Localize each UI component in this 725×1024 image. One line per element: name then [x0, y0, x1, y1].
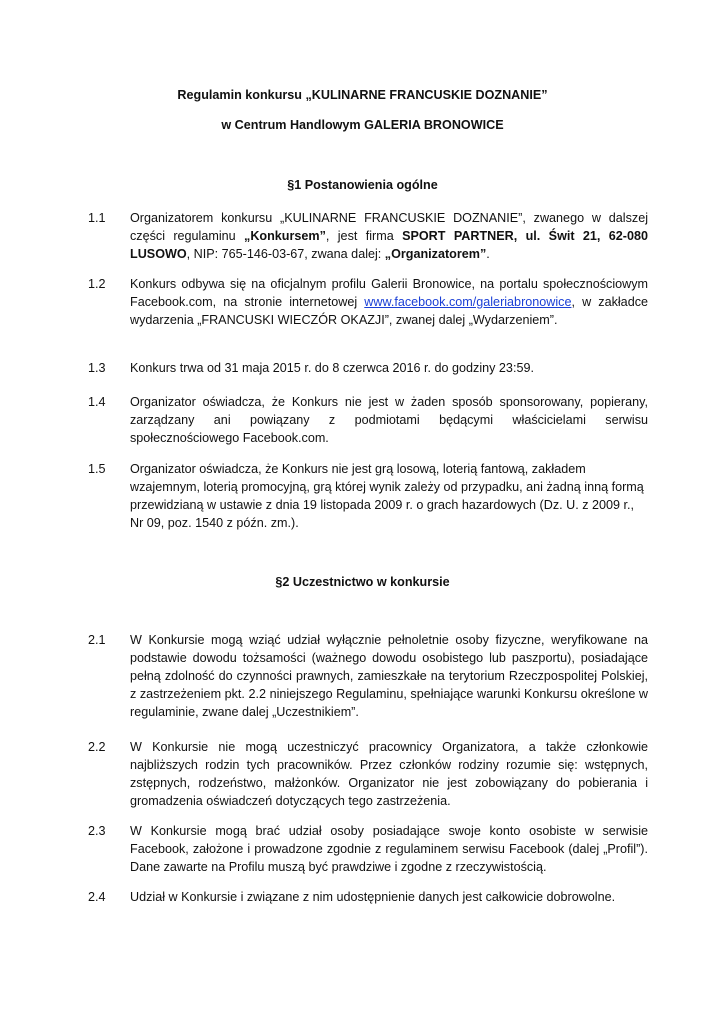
paragraph-text: Konkurs odbywa się na oficjalnym profilu Galerii Bronowice, na portalu społecznościowym Facebook.com, na stronie internetowej www.facebook.com/galeriabronowice, w zakładce wydarzenia „FRANCUSKI WIECZÓR OKAZJI”, zwanej dalej „Wydarzeniem”.	[130, 277, 648, 327]
document-title: Regulamin konkursu „KULINARNE FRANCUSKIE DOZNANIE”	[177, 88, 548, 102]
paragraph-number: 1.1	[88, 211, 106, 225]
paragraph-number: 1.2	[88, 277, 106, 291]
document-subtitle: w Centrum Handlowym GALERIA BRONOWICE	[221, 118, 504, 132]
paragraph-number: 2.3	[88, 824, 106, 838]
paragraph-number: 2.1	[88, 633, 106, 647]
paragraph-number: 2.4	[88, 890, 106, 904]
paragraph-text: Organizator oświadcza, że Konkurs nie jest grą losową, loterią fantową, zakładem wzajemnym, loterią promocyjną, grą której wynik zależy od przypadku, ani żadną inną formą przewidzianą w ustawie z dnia 19 listopada 2009 r. o grach hazardowych (Dz. U. z 2009 r., Nr 09, poz. 1540 z późn. zm.).	[130, 462, 644, 530]
paragraph-text: W Konkursie nie mogą uczestniczyć pracownicy Organizatora, a także członkowie najbliższych rodzin tych pracowników. Przez członków rodziny rozumie się: wstępnych, zstępnych, rodzeństwo, małżonków. Organizator nie jest zobowiązany do pobierania i gromadzenia oświadczeń dotyczących tego zastrzeżenia.	[130, 740, 648, 808]
paragraph-text: W Konkursie mogą brać udział osoby posiadające swoje konto osobiste w serwisie Facebook, założone i prowadzone zgodnie z regulaminem serwisu Facebook (dalej „Profil”). Dane zawarte na Profilu muszą być prawdziwe i zgodne z rzeczywistością.	[130, 824, 648, 874]
paragraph-text: W Konkursie mogą wziąć udział wyłącznie pełnoletnie osoby fizyczne, weryfikowane na podstawie dowodu tożsamości (ważnego dowodu osobistego lub paszportu), posiadające pełną zdolność do czynności prawnych, zamieszkałe na terytorium Rzeczpospolitej Polskiej, z zastrzeżeniem pkt. 2.2 niniejszego Regulaminu, spełniające warunki Konkursu określone w regulaminie, zwane dalej „Uczestnikiem”.	[130, 633, 648, 719]
paragraph-text: Organizator oświadcza, że Konkurs nie jest w żaden sposób sponsorowany, popierany, zarządzany ani powiązany z podmiotami będącymi właścicielami serwisu społecznościowego Facebook.com.	[130, 395, 648, 445]
paragraph-number: 2.2	[88, 740, 106, 754]
paragraph-text: Konkurs trwa od 31 maja 2015 r. do 8 czerwca 2016 r. do godziny 23:59.	[130, 361, 534, 375]
facebook-link[interactable]: www.facebook.com/galeriabronowice	[364, 295, 572, 309]
paragraph-number: 1.4	[88, 395, 106, 409]
paragraph-number: 1.5	[88, 462, 106, 476]
section-heading-1: §1 Postanowienia ogólne	[287, 178, 438, 192]
paragraph-text: Organizatorem konkursu „KULINARNE FRANCUSKIE DOZNANIE”, zwanego w dalszej części regulaminu „Konkursem”, jest firma SPORT PARTNER, ul. Świt 21, 62-080 LUSOWO, NIP: 765-146-03-67, zwana dalej: „Organizatorem”.	[130, 211, 648, 261]
paragraph-number: 1.3	[88, 361, 106, 375]
paragraph-text: Udział w Konkursie i związane z nim udostępnienie danych jest całkowicie dobrowolne.	[130, 890, 616, 904]
section-heading-2: §2 Uczestnictwo w konkursie	[275, 575, 450, 589]
